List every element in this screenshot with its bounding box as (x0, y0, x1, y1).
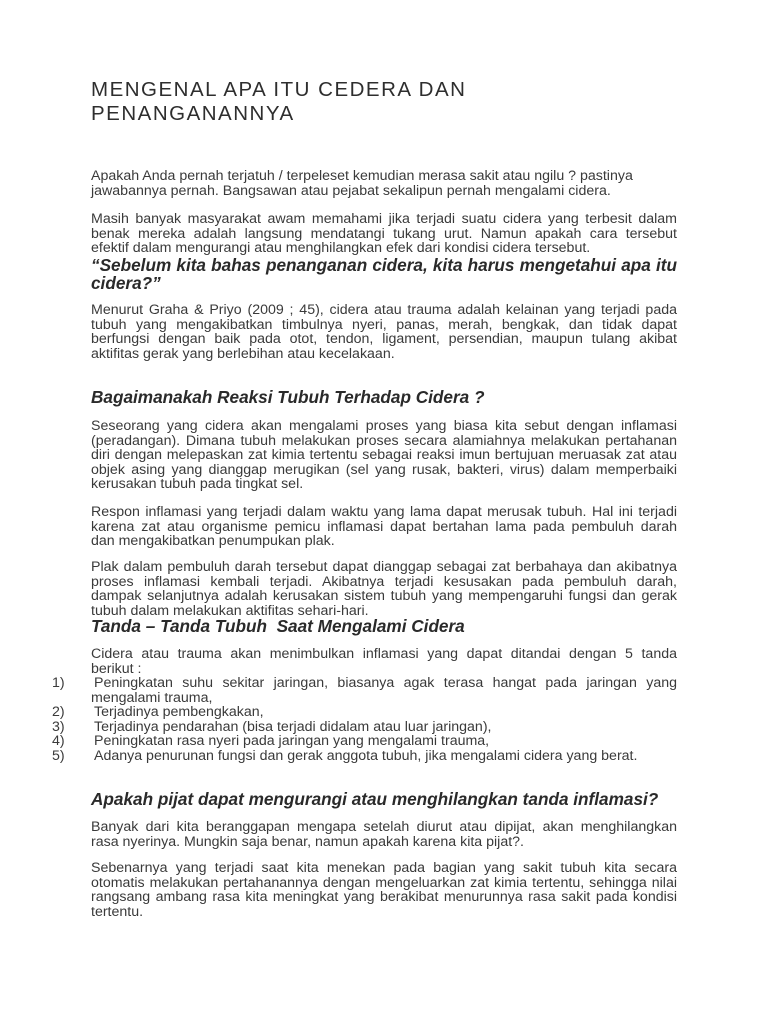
paragraph-line: benak mereka adalah langsung mendatangi tukang urut. Namun apakah cara tersebut (91, 225, 677, 242)
list-item-number: 3) (52, 718, 65, 735)
paragraph-line: Seseorang yang cidera akan mengalami proses yang biasa kita sebut dengan inflamasi (91, 418, 677, 434)
paragraph-line: tertentu. (91, 903, 144, 920)
paragraph-line: aktifitas gerak yang berlebihan atau kecelakaan. (91, 345, 395, 362)
list-item-number: 2) (52, 704, 65, 721)
paragraph-line: dampak selanjutnya adalah kerusakan sistem tubuh yang mempengaruhi fungsi dan gerak (91, 588, 677, 605)
paragraph-line: otomatis melakukan pertahanannya dengan mengeluarkan zat kimia tertentu, sehingga nilai (91, 874, 677, 891)
section-heading-tanda-tubuh: Tanda – Tanda Tubuh Saat Mengalami Cidera (91, 616, 465, 636)
paragraph-line: Menurut Graha & Priyo (2009 ; 45), cidera atau trauma adalah kelainan yang terjadi pada (91, 302, 677, 318)
list-item-line: Terjadinya pendarahan (bisa terjadi didalam atau luar jaringan), (94, 718, 492, 735)
title-line: MENGENAL APA ITU CEDERA DAN (91, 78, 467, 101)
list-item (51, 734, 677, 749)
list-item-line: Adanya penurunan fungsi dan gerak anggota tubuh, jika mengalami cidera yang berat. (94, 747, 638, 764)
paragraph-line: Plak dalam pembuluh darah tersebut dapat dianggap sebagai zat berbahaya dan akibatnya (91, 559, 677, 575)
quote-line: “Sebelum kita bahas penanganan cidera, kita harus mengetahui apa itu (91, 255, 677, 275)
paragraph-line: jawabannya pernah. Bangsawan atau pejabat sekalipun pernah mengalami cidera. (91, 182, 611, 199)
numbered-list (51, 676, 677, 764)
paragraph-line: berikut : (91, 660, 142, 677)
list-item (51, 749, 677, 764)
paragraph-line: dan mengakibatkan penumpukan plak. (91, 533, 335, 550)
paragraph-intro-2 (91, 212, 677, 256)
list-item-number: 4) (52, 733, 65, 750)
paragraph-pijat-2 (91, 861, 677, 919)
paragraph-line: rasa nyerinya. Mungkin saja benar, namun apakah karena kita pijat?. (91, 833, 524, 850)
paragraph-line: tubuh yang mengakibatkan timbulnya nyeri, panas, merah, bengkak, dan tidak dapat (91, 316, 677, 333)
pull-quote (91, 257, 677, 292)
document-title (91, 78, 677, 126)
title-line: PENANGANANNYA (91, 102, 295, 125)
paragraph-line: kerusakan tubuh pada tingkat sel. (91, 476, 304, 493)
paragraph-reaksi-1 (91, 419, 677, 492)
paragraph-intro-1 (91, 169, 677, 198)
section-heading-reaksi-tubuh: Bagaimanakah Reaksi Tubuh Terhadap Cidera ? (91, 387, 485, 407)
paragraph-line: rangsang ambang rasa kita meningkat yang berakibat menurunnya rasa sakit pada kondisi (91, 889, 677, 906)
paragraph-line: Cidera atau trauma akan menimbulkan inflamasi yang dapat ditandai dengan 5 tanda (91, 646, 677, 662)
list-item-line: mengalami trauma, (91, 689, 213, 706)
list-item (51, 720, 677, 735)
paragraph-line: Apakah Anda pernah terjatuh / terpeleset kemudian merasa sakit atau ngilu ? pastinya (91, 168, 633, 184)
list-item-line: Peningkatan rasa nyeri pada jaringan yang mengalami trauma, (94, 733, 490, 750)
paragraph-line: efektif dalam mengurangi atau menghilangkan efek dari kondisi cidera tersebut. (91, 240, 591, 257)
list-item-text (91, 749, 677, 764)
paragraph-line: karena zat atau organisme pemicu inflamasi dapat bertahan lama pada pembuluh darah (91, 518, 677, 535)
quote-line: cidera?” (91, 272, 161, 293)
paragraph-line: diri dengan melepaskan zat kimia tertentu sebagai reaksi imun bertujuan meruasak zat atau (91, 447, 677, 464)
paragraph-tanda-lead (91, 647, 677, 676)
paragraph-line: objek asing yang dianggap merugikan (sel yang rusak, bakteri, virus) dalam memperbaiki (91, 461, 677, 478)
section-heading-pijat: Apakah pijat dapat mengurangi atau menghilangkan tanda inflamasi? (91, 789, 659, 809)
list-item-number: 5) (52, 747, 65, 764)
paragraph-line: tubuh dalam melakukan aktifitas sehari-hari. (91, 602, 369, 619)
list-item (51, 676, 677, 705)
paragraph-line: Respon inflamasi yang terjadi dalam waktu yang lama dapat merusak tubuh. Hal ini terjadi (91, 504, 677, 520)
list-item (51, 705, 677, 720)
list-item-text (91, 734, 677, 749)
paragraph-line: Sebenarnya yang terjadi saat kita menekan pada bagian yang sakit tubuh kita secara (91, 860, 677, 876)
paragraph-pijat-1 (91, 820, 677, 849)
list-item-line: Peningkatan suhu sekitar jaringan, biasanya agak terasa hangat pada jaringan yang (94, 675, 677, 691)
paragraph-reaksi-3 (91, 560, 677, 618)
paragraph-intro-3 (91, 303, 677, 361)
list-item-line: Terjadinya pembengkakan, (94, 704, 264, 721)
paragraph-line: Masih banyak masyarakat awam memahami jika terjadi suatu cidera yang terbesit dalam (91, 211, 677, 227)
list-item-text (91, 720, 677, 735)
list-item-text (91, 705, 677, 720)
list-item-number: 1) (52, 675, 65, 691)
paragraph-line: proses inflamasi kembali terjadi. Akibatnya terjadi kesusakan pada pembuluh darah, (91, 573, 677, 590)
paragraph-reaksi-2 (91, 505, 677, 549)
paragraph-line: (peradangan). Dimana tubuh melakukan proses secara alamiahnya melakukan pertahanan (91, 432, 677, 449)
paragraph-line: berfungsi dengan baik pada otot, tendon, ligament, persendian, maupun tulang akibat (91, 331, 677, 348)
list-item-text (91, 676, 677, 705)
paragraph-line: Banyak dari kita beranggapan mengapa setelah diurut atau dipijat, akan menghilangkan (91, 819, 677, 835)
